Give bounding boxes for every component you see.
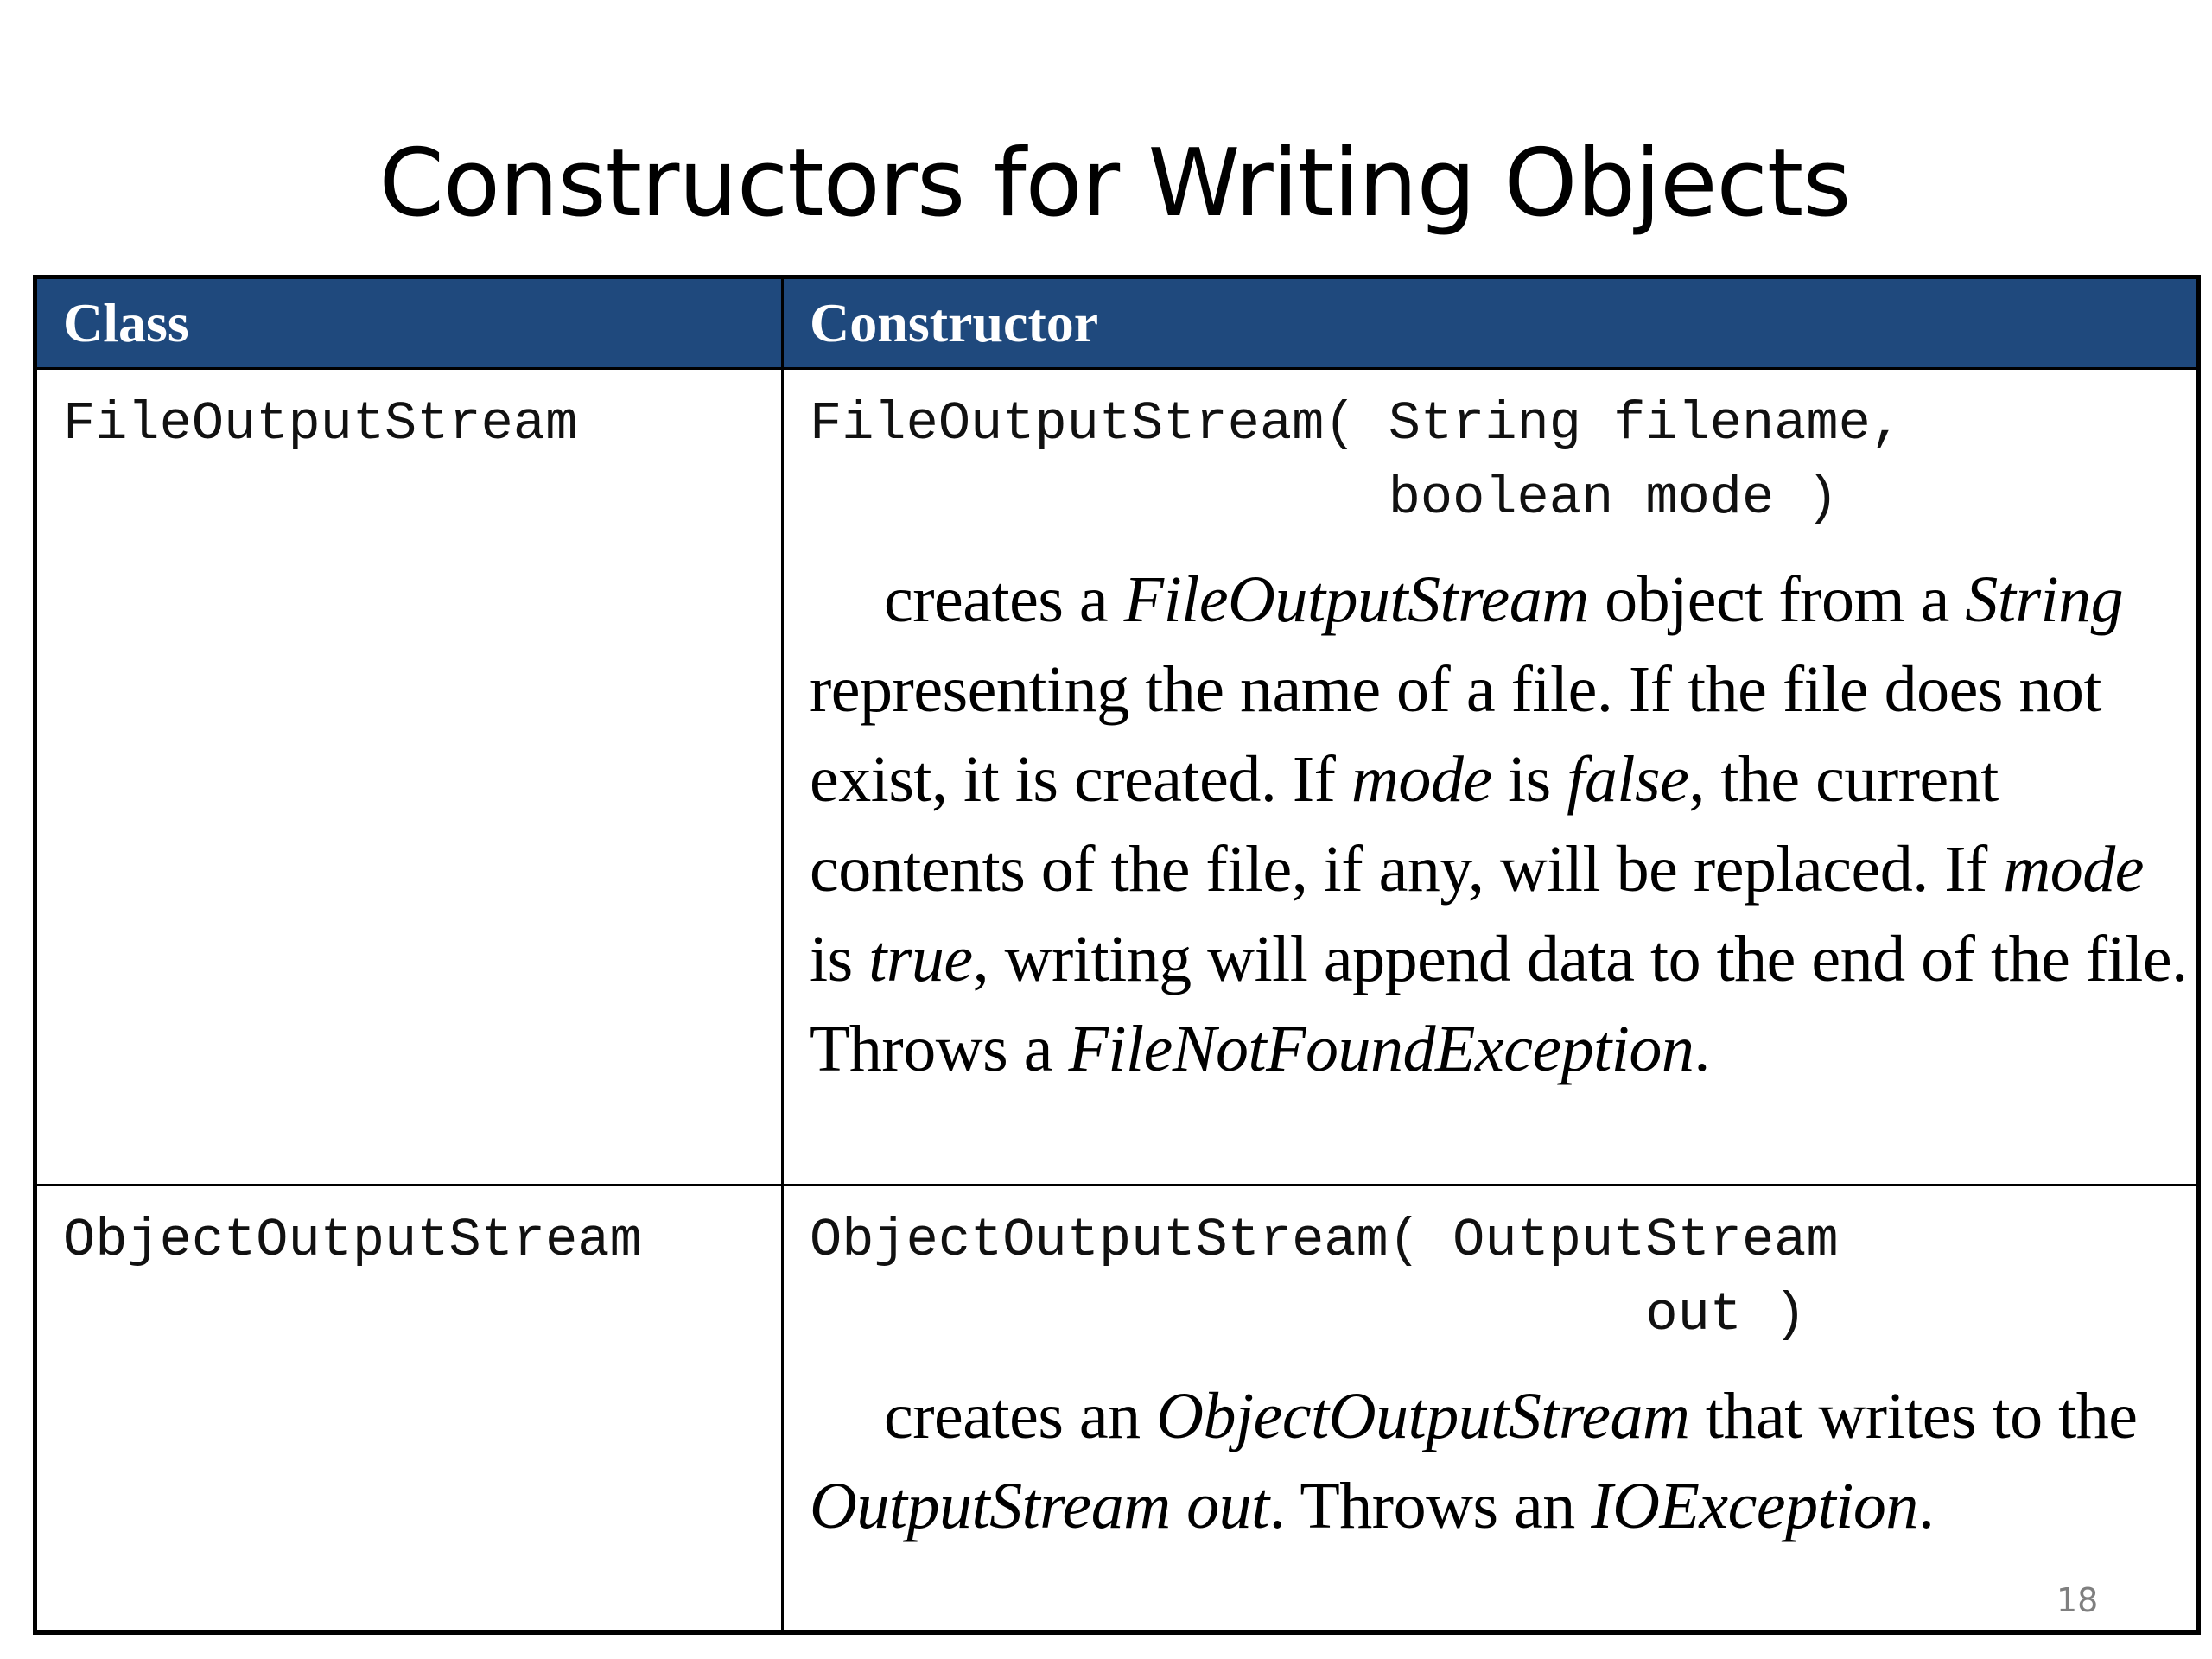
description-run: , the current contents of the file, if any, will be replaced. If xyxy=(810,743,2004,906)
description-run: creates an xyxy=(884,1379,1157,1452)
description-italic-run: String xyxy=(1965,563,2124,636)
constructor-table xyxy=(33,275,2201,1635)
page-number: 18 xyxy=(2056,1581,2099,1619)
class-cell xyxy=(35,369,783,1185)
description-italic-run: ObjectOutputStream xyxy=(1156,1379,1690,1452)
constructor-description xyxy=(810,555,2192,1094)
table-row xyxy=(35,369,2199,1185)
constructor-signature xyxy=(810,1204,2176,1352)
description-italic-run: FileOutputStream xyxy=(1123,563,1589,636)
description-run: , writing will append data to the end of the file. Throws a xyxy=(810,923,2188,1085)
description-italic-run: false xyxy=(1567,743,1689,816)
constructor-cell xyxy=(783,369,2199,1185)
constructor-description xyxy=(810,1371,2192,1551)
description-italic-run: IOException xyxy=(1591,1469,1918,1542)
constructor-signature xyxy=(810,387,2176,536)
column-header-constructor: Constructor xyxy=(783,277,2199,369)
description-run: object from a xyxy=(1588,563,1966,636)
constructor-cell xyxy=(783,1185,2199,1632)
signature-line: FileOutputStream( String filename, xyxy=(810,393,1904,454)
description-run: is xyxy=(1491,743,1567,816)
class-name: ObjectOutputStream xyxy=(63,1209,642,1271)
class-name: FileOutputStream xyxy=(63,393,578,454)
description-run: . xyxy=(1917,1469,1935,1542)
description-italic-run: FileNotFoundException xyxy=(1068,1013,1694,1085)
description-run: creates a xyxy=(884,563,1124,636)
table-header-row xyxy=(35,277,2199,369)
description-italic-run: OutputStream out xyxy=(810,1469,1269,1542)
signature-line: ObjectOutputStream( OutputStream xyxy=(810,1209,1839,1271)
class-cell xyxy=(35,1185,783,1632)
column-header-class: Class xyxy=(35,277,783,369)
signature-line: boolean mode ) xyxy=(810,467,1839,529)
description-run: that writes to the xyxy=(1689,1379,2138,1452)
signature-line: out ) xyxy=(810,1283,1807,1345)
description-run: . Throws an xyxy=(1268,1469,1592,1542)
description-run: representing the name of a file. If the file does not exist, it is created. If xyxy=(810,653,2102,816)
description-run: . xyxy=(1694,1013,1710,1085)
slide-title: Constructors for Writing Objects xyxy=(378,130,1851,238)
description-run: is xyxy=(810,923,869,995)
table-row xyxy=(35,1185,2199,1632)
description-italic-run: mode xyxy=(1351,743,1492,816)
description-italic-run: true xyxy=(868,923,973,995)
description-italic-run: mode xyxy=(2003,833,2144,906)
